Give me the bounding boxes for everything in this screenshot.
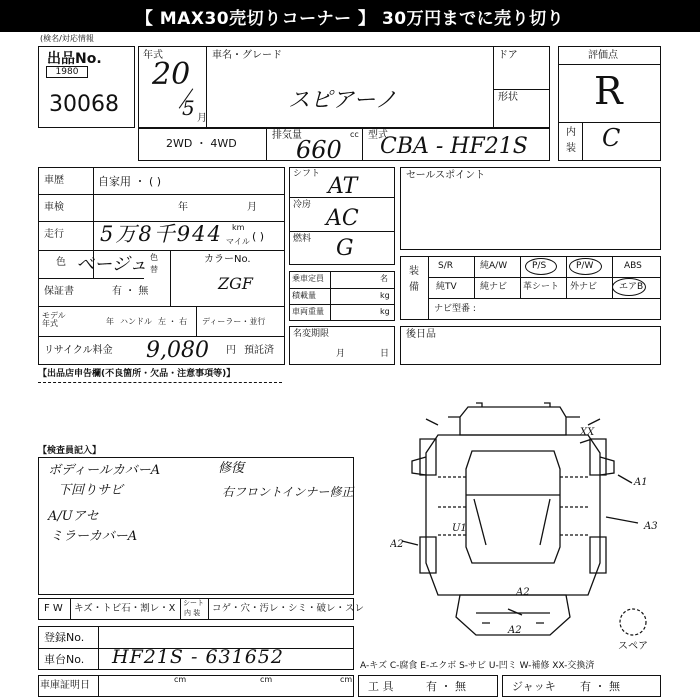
model-year-unit: 年	[106, 317, 114, 326]
tools-value: 有 ・ 無	[426, 680, 466, 693]
reg-label: 登録No.	[44, 631, 85, 644]
navi-label: ナビ型番 :	[434, 304, 476, 314]
equip-tv: 純TV	[436, 282, 457, 292]
displacement-unit: cc	[350, 130, 359, 139]
chassis-value: HF21S - 631652	[112, 646, 284, 668]
equip-navi: 純ナビ	[480, 282, 508, 292]
interior-label-2: 装	[566, 143, 576, 154]
recycle-unit: 円	[226, 345, 236, 356]
weight-label: 車両重量	[292, 307, 324, 316]
inspector-note-3: A/Uアセ	[48, 509, 99, 524]
mileage-unit-mile: マイル	[226, 237, 250, 246]
lot-number: 30068	[49, 92, 119, 117]
recycle-label: リサイクル料金	[44, 345, 113, 356]
shape-label: 形状	[498, 92, 518, 103]
mileage-paren: ( )	[252, 230, 265, 243]
history-label: 車歴	[44, 175, 64, 186]
equip-sr: S/R	[438, 261, 453, 271]
mark-a3: A3	[644, 521, 658, 532]
color-change-2: 替	[150, 265, 158, 274]
fw-label: F W	[44, 603, 63, 614]
month-value: 5	[182, 96, 195, 120]
inspector-note-2: 下回りサビ	[58, 483, 124, 498]
capacity-unit: 名	[380, 274, 388, 283]
displacement-label: 排気量	[272, 130, 302, 141]
year-value: 20	[152, 57, 191, 92]
year-label: 年式	[143, 50, 163, 61]
equip-pw: P/W	[576, 261, 594, 271]
exhibitor-note: 【出品店申告欄(不良箇所・欠品・注意事項等)】	[38, 369, 236, 379]
fw-seat-2: 内 装	[184, 609, 201, 617]
tools-label: 工 具	[368, 680, 394, 693]
equip-ps-circle	[525, 258, 557, 275]
color-label: 色	[56, 257, 66, 268]
equip-leather: 革シート	[523, 282, 560, 292]
spare-label: スペア	[618, 641, 648, 652]
dealer-label: ディーラー・並行	[202, 317, 266, 326]
banner: 【 MAX30売切りコーナー 】 30万円までに売り切り	[0, 0, 700, 32]
equip-ext-navi: 外ナビ	[570, 282, 598, 292]
equip-pw-circle	[569, 258, 602, 275]
inspection-year: 年	[178, 202, 188, 213]
recycle-value: 9,080	[146, 338, 209, 363]
notes-label: 後日品	[406, 329, 436, 340]
color-change-1: 色	[150, 253, 158, 262]
handle-label: ハンドル	[120, 317, 152, 326]
mileage-unit-km: km	[232, 223, 245, 232]
mileage-label: 走行	[44, 229, 64, 240]
inspector-note-6: 右フロントインナー修正	[222, 485, 354, 499]
color-no-label: カラーNo.	[204, 254, 251, 265]
shift-label: シフト	[293, 169, 321, 179]
history-value: 自家用 ・ ( )	[98, 175, 162, 188]
notes-box	[400, 326, 661, 365]
load-label: 積載量	[292, 291, 316, 300]
chassis-label: 車台No.	[44, 653, 85, 666]
name-change-day: 日	[380, 349, 390, 359]
fw-text: キズ・トビ石・割レ・X	[74, 603, 176, 614]
car-diagram	[390, 395, 690, 657]
size-unit-2: cm	[260, 675, 273, 684]
warranty-label: 保証書	[44, 286, 74, 297]
fuel-label: 燃料	[293, 234, 312, 244]
mark-xx: XX	[580, 427, 595, 438]
rating-label: 評価点	[588, 50, 618, 61]
equip-airbag-circle	[612, 278, 646, 296]
inspector-note-5: 修復	[218, 461, 245, 476]
fw-items: コゲ・穴・汚レ・シミ・破レ・スレ	[212, 603, 365, 614]
equip-aw: 純A/W	[480, 261, 508, 271]
name-change-month: 月	[336, 349, 346, 359]
jack-value: 有 ・ 無	[580, 680, 620, 693]
displacement-value: 660	[296, 136, 342, 164]
model-label: 型式	[368, 130, 388, 141]
rating-score: R	[594, 69, 623, 113]
handle-value: 左 ・ 右	[158, 317, 188, 326]
month-unit: 月	[197, 113, 207, 124]
warranty-value: 有 ・ 無	[112, 286, 149, 297]
damage-legend: A-キズ C-腐食 E-エクボ S-サビ U-凹ミ W-補修 XX-交換済	[360, 661, 595, 671]
inspector-label: 【検査員記入】	[38, 446, 102, 456]
capacity-label: 乗車定員	[292, 274, 324, 283]
door-label: ドア	[498, 50, 518, 61]
mileage-value: 5万8千944	[100, 222, 223, 246]
equip-airbag: エアB	[619, 282, 644, 292]
inspection-label: 車検	[44, 202, 64, 213]
load-unit: kg	[380, 291, 390, 300]
equip-ps: P/S	[532, 261, 547, 271]
model-year-label: モデル年式	[42, 311, 66, 328]
garage-label: 車庫証明日	[40, 680, 90, 691]
color-value: ベージュ	[76, 254, 148, 275]
recycle-note: 預託済	[244, 345, 274, 356]
lot-label: 出品No.	[47, 51, 102, 67]
interior-label-1: 内	[566, 127, 576, 138]
name-change-label: 名変期限	[293, 329, 330, 339]
ac-label: 冷房	[293, 200, 312, 210]
equipment-label-2: 備	[409, 282, 419, 293]
mark-a1: A1	[634, 477, 648, 488]
sales-point-label: セールスポイント	[406, 170, 486, 181]
ac-value: AC	[326, 206, 359, 231]
jack-label: ジャッキ	[512, 680, 556, 693]
color-no-value: ZGF	[218, 274, 253, 293]
equip-abs: ABS	[624, 261, 642, 271]
fw-seat-1: シート	[183, 599, 204, 607]
name-value: スピアーノ	[288, 88, 397, 113]
size-unit-1: cm	[174, 675, 187, 684]
mark-a2-bottom: A2	[508, 625, 522, 636]
inspector-note-1: ボディールカバーA	[48, 463, 161, 478]
weight-unit: kg	[380, 307, 390, 316]
inspector-note-4: ミラーカバーA	[50, 529, 138, 544]
equipment-label-1: 装	[409, 266, 419, 277]
fuel-value: G	[336, 236, 354, 261]
name-label: 車名・グレード	[212, 50, 282, 61]
mark-a2-left: A2	[390, 539, 404, 550]
top-strip: (検名/対応情報	[40, 34, 94, 43]
mark-u1: U1	[452, 523, 467, 534]
shift-value: AT	[328, 174, 358, 199]
model-value: CBA - HF21S	[380, 134, 528, 159]
size-unit-3: cm	[340, 675, 353, 684]
interior-value: C	[602, 124, 621, 152]
lot-year-tag: 1980	[46, 66, 88, 78]
inspection-month: 月	[247, 202, 257, 213]
drive-value: 2WD ・ 4WD	[166, 137, 237, 150]
mark-a2-mid: A2	[516, 587, 530, 598]
